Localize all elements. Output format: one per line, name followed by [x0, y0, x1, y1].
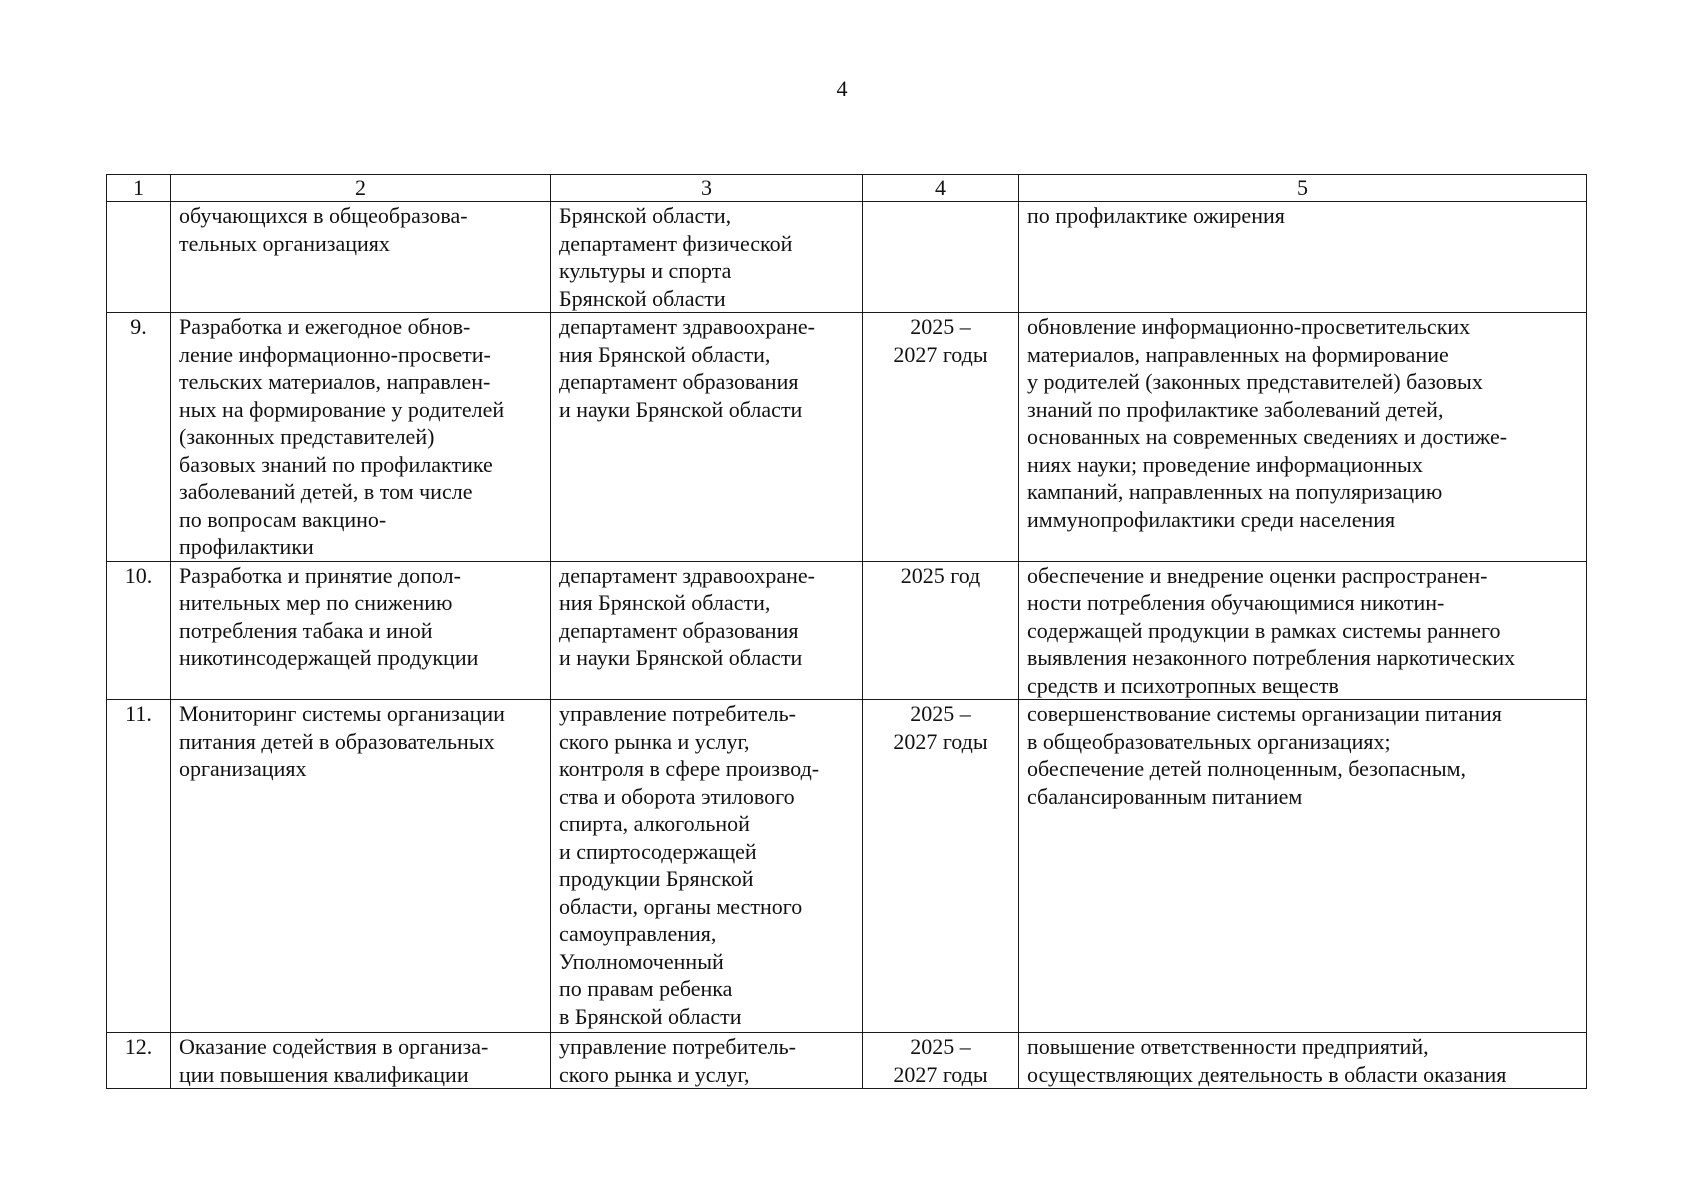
- header-col-5: 5: [1019, 175, 1587, 202]
- period-cell: 2025 – 2027 годы: [863, 313, 1019, 562]
- executors-cell: департамент здравоохране- ния Брянской области, департамент образования и науки Брянской области: [551, 561, 863, 700]
- row-number: 10.: [107, 561, 171, 700]
- executors-cell: департамент здравоохране- ния Брянской области, департамент образования и науки Брянской области: [551, 313, 863, 562]
- period-cell: 2025 – 2027 годы: [863, 1033, 1019, 1089]
- page-number: 4: [836, 76, 848, 101]
- result-cell: по профилактике ожирения: [1019, 202, 1587, 313]
- event-cell: Разработка и ежегодное обнов- ление информационно-просвети- тельских материалов, направлен- ных на формирование у родителей (законных представителей) базовых знаний по профилактике заболеваний детей, в том числе по вопросам вакцино- профилактики: [171, 313, 551, 562]
- period-cell: 2025 год: [863, 561, 1019, 700]
- period-cell: 2025 – 2027 годы: [863, 700, 1019, 1033]
- event-cell: Оказание содействия в организа- ции повышения квалификации: [171, 1033, 551, 1089]
- header-col-2: 2: [171, 175, 551, 202]
- table-row: [107, 561, 1587, 700]
- table-row: [107, 202, 1587, 313]
- row-number: [107, 202, 171, 313]
- result-cell: обеспечение и внедрение оценки распространен- ности потребления обучающимися никотин- содержащей продукции в рамках системы раннего выявления незаконного потребления наркотических средств и психотропных веществ: [1019, 561, 1587, 700]
- period-cell: [863, 202, 1019, 313]
- row-number: 9.: [107, 313, 171, 562]
- result-cell: совершенствование системы организации питания в общеобразовательных организациях; обеспечение детей полноценным, безопасным, сбалансированным питанием: [1019, 700, 1587, 1033]
- header-col-1: 1: [107, 175, 171, 202]
- header-row: [107, 175, 1587, 202]
- executors-cell: управление потребитель- ского рынка и услуг, контроля в сфере производ- ства и оборота этилового спирта, алкогольной и спиртосодержащей продукции Брянской области, органы местного самоуправления, Уполномоченный по правам ребенка в Брянской области: [551, 700, 863, 1033]
- row-number: 11.: [107, 700, 171, 1033]
- table-row: [107, 700, 1587, 1033]
- executors-cell: управление потребитель- ского рынка и услуг,: [551, 1033, 863, 1089]
- table-row: [107, 313, 1587, 562]
- result-cell: повышение ответственности предприятий, осуществляющих деятельность в области оказания: [1019, 1033, 1587, 1089]
- event-cell: обучающихся в общеобразова- тельных организациях: [171, 202, 551, 313]
- header-col-3: 3: [551, 175, 863, 202]
- event-cell: Разработка и принятие допол- нительных мер по снижению потребления табака и иной никотинсодержащей продукции: [171, 561, 551, 700]
- result-cell: обновление информационно-просветительских материалов, направленных на формирование у родителей (законных представителей) базовых знаний по профилактике заболеваний детей, основанных на современных сведениях и достиже- ниях науки; проведение информационных кампаний, направленных на популяризацию иммунопрофилактики среди населения: [1019, 313, 1587, 562]
- executors-cell: Брянской области, департамент физической культуры и спорта Брянской области: [551, 202, 863, 313]
- table-row: [107, 1033, 1587, 1089]
- plan-table: [106, 174, 1587, 1089]
- row-number: 12.: [107, 1033, 171, 1089]
- header-col-4: 4: [863, 175, 1019, 202]
- event-cell: Мониторинг системы организации питания детей в образовательных организациях: [171, 700, 551, 1033]
